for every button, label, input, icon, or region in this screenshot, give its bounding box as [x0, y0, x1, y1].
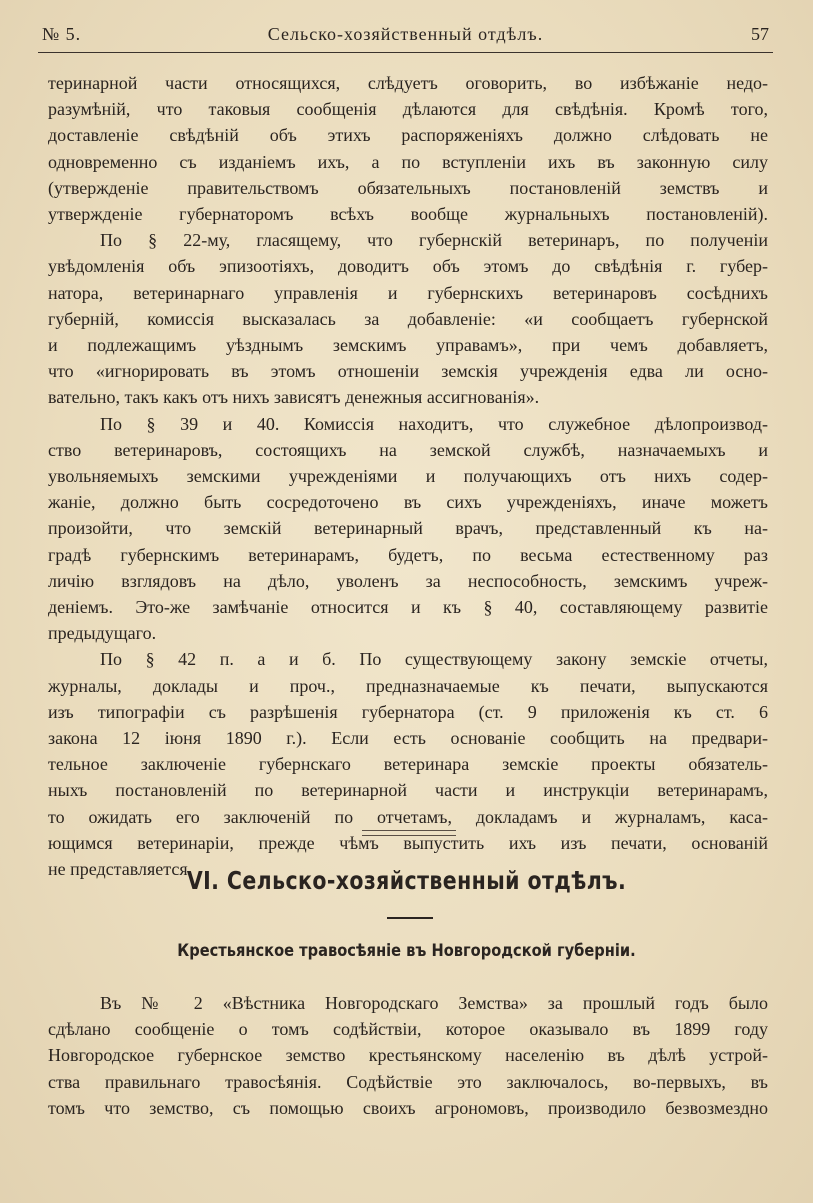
text-line: Новгородское губернское земство крестьянскому населенію въ дѣлѣ устрой-: [48, 1045, 768, 1066]
text-line: ство ветеринаровъ, состоящихъ на земской службѣ, назначаемыхъ и: [48, 439, 768, 460]
text-line: томъ что земство, съ помощью своихъ агрономовъ, производило безвозмездно: [48, 1097, 768, 1118]
text-line: не представляется.: [48, 859, 193, 880]
text-line: увольняемыхъ земскими учрежденіями и получающихъ отъ нихъ содер-: [48, 466, 768, 487]
running-title: Сельско-хозяйственный отдѣлъ.: [267, 24, 544, 44]
text-line: тельное заключеніе губернскаго ветеринара земскіе проекты обязатель-: [48, 754, 768, 775]
text-line: что «игнорировать въ этомъ отношеніи земскія учрежденія едва ли осно-: [48, 361, 768, 382]
text-line: По § 42 п. а и б. По существующему закону земскіе отчеты,: [100, 649, 768, 670]
text-line: разумѣній, что таковыя сообщенія дѣлаются для свѣдѣнія. Кромѣ того,: [48, 99, 768, 120]
text-line: личію взглядовъ на дѣло, уволенъ за неспособность, земскимъ учреж-: [48, 570, 768, 591]
text-line: то ожидать его заключеній по отчетамъ, докладамъ и журналамъ, каса-: [48, 806, 768, 827]
section-separator: [362, 830, 456, 836]
text-line: жаніе, должно быть сосредоточено въ сихъ учрежденіяхъ, иначе можетъ: [48, 492, 768, 513]
text-line: вательно, такъ какъ отъ нихъ зависятъ денежныя ассигнованія».: [48, 387, 540, 408]
text-line: Въ № 2 «Вѣстника Новгородскаго Земства» за прошлый годъ было: [100, 993, 768, 1013]
text-line: ства правильнаго травосѣянія. Содѣйствіе это заключалось, во-первыхъ, въ: [48, 1071, 768, 1092]
text-line: деніемъ. Это-же замѣчаніе относится и къ § 40, составляющему развитіе: [48, 597, 768, 618]
text-line: и подлежащимъ уѣзднымъ земскимъ управамъ», при чемъ добавляетъ,: [48, 335, 768, 356]
text-line: ющимся ветеринаріи, прежде чѣмъ выпустить ихъ изъ печати, основаній: [48, 832, 768, 853]
text-line: ныхъ постановленій по ветеринарной части и инструкціи ветеринарамъ,: [48, 780, 768, 801]
text-line: увѣдомленія объ эпизоотіяхъ, доводитъ объ этомъ до свѣдѣнія г. губер-: [48, 256, 768, 277]
text-line: журналы, доклады и проч., предназначаемые къ печати, выпускаются: [48, 675, 768, 696]
text-line: градѣ губернскимъ ветеринарамъ, будетъ, по весьма естественному раз: [48, 544, 768, 565]
text-line: изъ типографіи съ разрѣшенія губернатора (ст. 9 приложенія къ ст. 6: [48, 701, 768, 722]
text-line: произойти, что земскій ветеринарный врачъ, представленный къ на-: [48, 518, 768, 539]
text-line: По § 22-му, гласящему, что губернскій ветеринаръ, по полученіи: [100, 230, 768, 251]
text-line: (утвержденіе правительствомъ обязательныхъ постановленій земствъ и: [48, 177, 768, 198]
text-line: доставленіе свѣдѣній объ этихъ распоряженіяхъ должно слѣдовать не: [48, 125, 768, 146]
main-text: [48, 70, 768, 882]
issue-number: № 5.: [42, 24, 82, 44]
paragraph-2: [48, 227, 768, 410]
text-line: По § 39 и 40. Комиссія находитъ, что служебное дѣлопроизвод-: [100, 413, 768, 434]
text-line: натора, ветеринарнаго управленія и губернскихъ ветеринаровъ сосѣднихъ: [48, 282, 768, 303]
text-line: закона 12 іюня 1890 г.). Если есть основаніе сообщить на предвари-: [48, 728, 768, 749]
heading-rule: [387, 917, 433, 919]
text-line: теринарной части относящихся, слѣдуетъ оговорить, во избѣжаніе недо-: [48, 73, 768, 93]
paragraph-4: [48, 646, 768, 882]
text-line: губерній, комиссія высказалась за добавленіе: «и сообщаетъ губернской: [48, 308, 768, 329]
article-text: [48, 990, 768, 1121]
text-line: предыдущаго.: [48, 623, 157, 644]
text-line: одновременно съ изданіемъ ихъ, а по вступленіи ихъ въ законную силу: [48, 151, 768, 172]
page-number: 57: [751, 24, 769, 44]
paragraph-5: [48, 990, 768, 1121]
text-line: утвержденіе губернаторомъ всѣхъ вообще журнальныхъ постановленій).: [48, 204, 768, 225]
text-line: сдѣлано сообщеніе о томъ содѣйствіи, которое оказывало въ 1899 году: [48, 1019, 768, 1040]
paragraph-1: [48, 70, 768, 227]
section-heading: VI. Сельско-хозяйственный отдѣлъ.: [186, 866, 627, 895]
page-header: [38, 18, 773, 53]
paragraph-3: [48, 411, 768, 647]
article-heading: Крестьянское травосѣяніе въ Новгородской губерніи.: [177, 941, 636, 961]
